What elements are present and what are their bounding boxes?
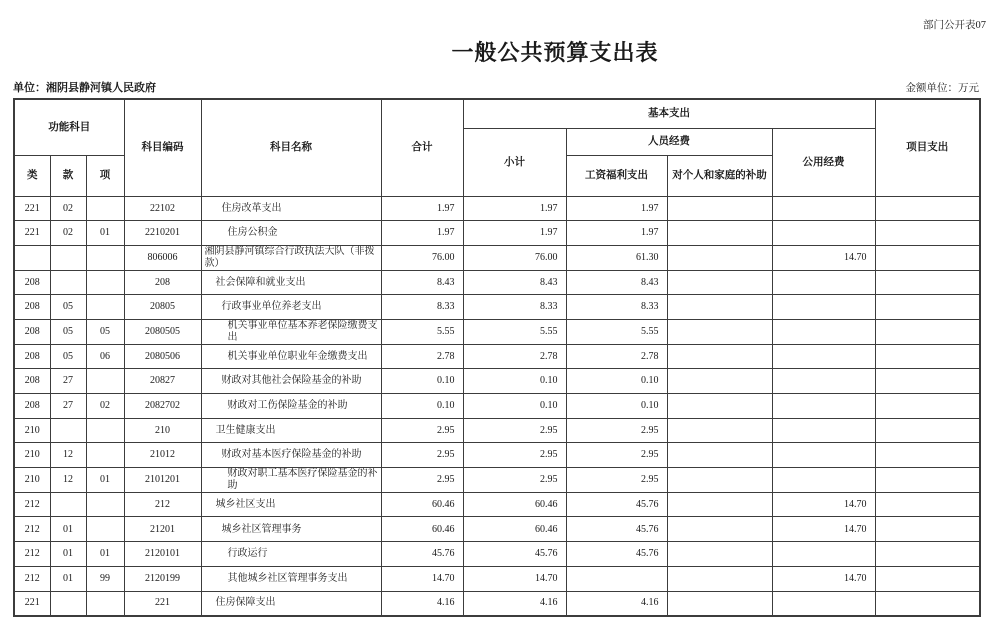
cell-salary-welfare: 4.16 — [566, 591, 667, 616]
cell-total: 60.46 — [381, 517, 463, 542]
cell-individual-family-subsidy — [667, 270, 772, 295]
cell-project-expenditure — [875, 245, 980, 270]
table-row — [14, 394, 980, 419]
cell-category — [14, 245, 50, 270]
cell-subtotal: 4.16 — [463, 591, 566, 616]
cell-public-funds — [772, 468, 875, 493]
cell-salary-welfare: 0.10 — [566, 369, 667, 394]
cell-subject-code: 22102 — [124, 196, 201, 221]
cell-project-expenditure — [875, 566, 980, 591]
cell-subject-name: 财政对基本医疗保险基金的补助 — [201, 443, 381, 468]
cell-item: 06 — [86, 344, 124, 369]
cell-category: 210 — [14, 443, 50, 468]
cell-salary-welfare: 2.95 — [566, 468, 667, 493]
cell-project-expenditure — [875, 344, 980, 369]
cell-individual-family-subsidy — [667, 245, 772, 270]
cell-project-expenditure — [875, 542, 980, 567]
cell-public-funds — [772, 344, 875, 369]
table-row — [14, 443, 980, 468]
cell-public-funds — [772, 418, 875, 443]
cell-salary-welfare — [566, 566, 667, 591]
cell-subject-name: 其他城乡社区管理事务支出 — [201, 566, 381, 591]
cell-salary-welfare: 5.55 — [566, 319, 667, 344]
cell-subtotal: 2.95 — [463, 468, 566, 493]
cell-individual-family-subsidy — [667, 468, 772, 493]
cell-subtotal: 2.95 — [463, 418, 566, 443]
cell-category: 208 — [14, 270, 50, 295]
cell-individual-family-subsidy — [667, 542, 772, 567]
header-category: 类 — [14, 155, 50, 196]
cell-salary-welfare: 1.97 — [566, 221, 667, 246]
cell-item — [86, 591, 124, 616]
cell-section: 27 — [50, 394, 86, 419]
cell-salary-welfare: 45.76 — [566, 542, 667, 567]
table-body — [14, 196, 980, 616]
cell-subtotal: 14.70 — [463, 566, 566, 591]
header-subject-name: 科目名称 — [201, 99, 381, 196]
cell-category: 208 — [14, 394, 50, 419]
cell-category: 221 — [14, 591, 50, 616]
cell-total: 8.33 — [381, 295, 463, 320]
cell-project-expenditure — [875, 468, 980, 493]
cell-subtotal: 60.46 — [463, 517, 566, 542]
cell-category: 208 — [14, 344, 50, 369]
cell-project-expenditure — [875, 221, 980, 246]
header-project-expenditure: 项目支出 — [875, 99, 980, 196]
cell-item: 05 — [86, 319, 124, 344]
cell-total: 2.95 — [381, 418, 463, 443]
cell-individual-family-subsidy — [667, 492, 772, 517]
cell-item: 01 — [86, 221, 124, 246]
cell-subtotal: 0.10 — [463, 369, 566, 394]
cell-public-funds: 14.70 — [772, 566, 875, 591]
cell-total: 0.10 — [381, 369, 463, 394]
cell-category: 212 — [14, 566, 50, 591]
cell-total: 45.76 — [381, 542, 463, 567]
header-subtotal: 小计 — [463, 128, 566, 196]
cell-project-expenditure — [875, 270, 980, 295]
cell-subtotal: 8.33 — [463, 295, 566, 320]
cell-subtotal: 8.43 — [463, 270, 566, 295]
cell-item: 01 — [86, 542, 124, 567]
table-row — [14, 270, 980, 295]
cell-category: 210 — [14, 468, 50, 493]
cell-section: 05 — [50, 344, 86, 369]
cell-total: 4.16 — [381, 591, 463, 616]
cell-section: 12 — [50, 468, 86, 493]
cell-subject-code: 2082702 — [124, 394, 201, 419]
cell-salary-welfare: 8.43 — [566, 270, 667, 295]
cell-subject-code: 21201 — [124, 517, 201, 542]
cell-subject-name: 行政事业单位养老支出 — [201, 295, 381, 320]
cell-subject-name: 住房保障支出 — [201, 591, 381, 616]
cell-individual-family-subsidy — [667, 221, 772, 246]
cell-individual-family-subsidy — [667, 566, 772, 591]
cell-total: 76.00 — [381, 245, 463, 270]
table-row — [14, 221, 980, 246]
table-row — [14, 517, 980, 542]
cell-subtotal: 0.10 — [463, 394, 566, 419]
cell-individual-family-subsidy — [667, 418, 772, 443]
cell-section — [50, 492, 86, 517]
cell-public-funds — [772, 443, 875, 468]
cell-total: 8.43 — [381, 270, 463, 295]
cell-section — [50, 591, 86, 616]
cell-subtotal: 45.76 — [463, 542, 566, 567]
table-row — [14, 245, 980, 270]
table-row — [14, 369, 980, 394]
header-individual-family-subsidy: 对个人和家庭的补助 — [667, 155, 772, 196]
cell-category: 212 — [14, 517, 50, 542]
table-row — [14, 344, 980, 369]
cell-section: 01 — [50, 517, 86, 542]
cell-section: 05 — [50, 295, 86, 320]
budget-table — [13, 98, 981, 617]
cell-individual-family-subsidy — [667, 295, 772, 320]
table-row — [14, 319, 980, 344]
cell-public-funds — [772, 221, 875, 246]
header-public-funds: 公用经费 — [772, 128, 875, 196]
meta-row — [13, 79, 979, 95]
header-section: 款 — [50, 155, 86, 196]
cell-subject-name: 湘阴县静河镇综合行政执法大队（非拨款） — [201, 245, 381, 270]
cell-salary-welfare: 8.33 — [566, 295, 667, 320]
table-row — [14, 492, 980, 517]
cell-project-expenditure — [875, 394, 980, 419]
cell-category: 212 — [14, 542, 50, 567]
cell-total: 5.55 — [381, 319, 463, 344]
cell-item — [86, 369, 124, 394]
cell-subtotal: 2.78 — [463, 344, 566, 369]
cell-project-expenditure — [875, 418, 980, 443]
cell-subject-code: 2120199 — [124, 566, 201, 591]
cell-salary-welfare: 2.95 — [566, 418, 667, 443]
cell-subject-code: 2120101 — [124, 542, 201, 567]
cell-subject-name: 机关事业单位职业年金缴费支出 — [201, 344, 381, 369]
cell-section — [50, 418, 86, 443]
cell-subject-code: 21012 — [124, 443, 201, 468]
cell-section: 27 — [50, 369, 86, 394]
table-row — [14, 542, 980, 567]
cell-project-expenditure — [875, 492, 980, 517]
cell-project-expenditure — [875, 443, 980, 468]
cell-public-funds — [772, 591, 875, 616]
cell-individual-family-subsidy — [667, 319, 772, 344]
cell-item: 99 — [86, 566, 124, 591]
cell-total: 60.46 — [381, 492, 463, 517]
cell-subtotal: 76.00 — [463, 245, 566, 270]
cell-subject-name: 财政对职工基本医疗保险基金的补助 — [201, 468, 381, 493]
cell-subject-name: 住房公积金 — [201, 221, 381, 246]
cell-total: 14.70 — [381, 566, 463, 591]
cell-subtotal: 2.95 — [463, 443, 566, 468]
amount-unit-label: 金额单位：万元 — [905, 83, 979, 94]
cell-subject-name: 财政对其他社会保险基金的补助 — [201, 369, 381, 394]
cell-item: 01 — [86, 468, 124, 493]
cell-project-expenditure — [875, 319, 980, 344]
cell-project-expenditure — [875, 295, 980, 320]
cell-project-expenditure — [875, 517, 980, 542]
table-row — [14, 468, 980, 493]
cell-category: 221 — [14, 221, 50, 246]
cell-item — [86, 492, 124, 517]
cell-subject-code: 208 — [124, 270, 201, 295]
cell-subject-code: 20827 — [124, 369, 201, 394]
cell-individual-family-subsidy — [667, 344, 772, 369]
cell-subject-code: 221 — [124, 591, 201, 616]
cell-section: 01 — [50, 542, 86, 567]
cell-subject-code: 212 — [124, 492, 201, 517]
cell-public-funds: 14.70 — [772, 492, 875, 517]
cell-salary-welfare: 0.10 — [566, 394, 667, 419]
cell-category: 210 — [14, 418, 50, 443]
header-item: 项 — [86, 155, 124, 196]
cell-subject-code: 20805 — [124, 295, 201, 320]
cell-total: 2.95 — [381, 468, 463, 493]
table-row — [14, 295, 980, 320]
cell-subject-name: 社会保障和就业支出 — [201, 270, 381, 295]
header-salary-welfare: 工资福利支出 — [566, 155, 667, 196]
cell-section: 02 — [50, 221, 86, 246]
cell-item — [86, 245, 124, 270]
cell-salary-welfare: 2.78 — [566, 344, 667, 369]
cell-subject-code: 2210201 — [124, 221, 201, 246]
cell-public-funds — [772, 369, 875, 394]
table-header — [14, 99, 980, 196]
cell-item — [86, 443, 124, 468]
cell-subject-code: 2101201 — [124, 468, 201, 493]
cell-subject-name: 财政对工伤保险基金的补助 — [201, 394, 381, 419]
cell-project-expenditure — [875, 591, 980, 616]
cell-subject-name: 行政运行 — [201, 542, 381, 567]
cell-individual-family-subsidy — [667, 196, 772, 221]
cell-category: 212 — [14, 492, 50, 517]
header-basic-expenditure: 基本支出 — [463, 99, 875, 128]
header-personnel-funds: 人员经费 — [566, 128, 772, 155]
header-subject-code: 科目编码 — [124, 99, 201, 196]
cell-subject-name: 住房改革支出 — [201, 196, 381, 221]
unit-label: 单位：湘阴县静河镇人民政府 — [13, 82, 156, 94]
cell-public-funds — [772, 394, 875, 419]
cell-salary-welfare: 45.76 — [566, 517, 667, 542]
cell-section: 01 — [50, 566, 86, 591]
cell-item — [86, 517, 124, 542]
table-row — [14, 591, 980, 616]
cell-individual-family-subsidy — [667, 443, 772, 468]
page-title: 一般公共预算支出表 — [451, 40, 659, 65]
cell-item — [86, 295, 124, 320]
cell-subject-name: 机关事业单位基本养老保险缴费支出 — [201, 319, 381, 344]
cell-individual-family-subsidy — [667, 517, 772, 542]
cell-public-funds — [772, 196, 875, 221]
cell-item — [86, 196, 124, 221]
cell-category: 208 — [14, 295, 50, 320]
cell-total: 1.97 — [381, 221, 463, 246]
table-row — [14, 418, 980, 443]
cell-category: 221 — [14, 196, 50, 221]
cell-total: 0.10 — [381, 394, 463, 419]
cell-section: 02 — [50, 196, 86, 221]
cell-section — [50, 270, 86, 295]
table-row — [14, 196, 980, 221]
cell-individual-family-subsidy — [667, 394, 772, 419]
cell-individual-family-subsidy — [667, 369, 772, 394]
cell-project-expenditure — [875, 196, 980, 221]
cell-item: 02 — [86, 394, 124, 419]
cell-subject-code: 210 — [124, 418, 201, 443]
cell-salary-welfare: 1.97 — [566, 196, 667, 221]
header-total: 合计 — [381, 99, 463, 196]
table-row — [14, 566, 980, 591]
cell-total: 2.78 — [381, 344, 463, 369]
cell-subject-name: 城乡社区管理事务 — [201, 517, 381, 542]
cell-salary-welfare: 61.30 — [566, 245, 667, 270]
corner-note: 部门公开表07 — [923, 20, 986, 31]
cell-public-funds — [772, 542, 875, 567]
cell-subtotal: 1.97 — [463, 221, 566, 246]
cell-item — [86, 418, 124, 443]
header-functional-subject: 功能科目 — [14, 99, 124, 155]
cell-individual-family-subsidy — [667, 591, 772, 616]
cell-category: 208 — [14, 319, 50, 344]
cell-subject-code: 806006 — [124, 245, 201, 270]
cell-subtotal: 5.55 — [463, 319, 566, 344]
cell-subtotal: 1.97 — [463, 196, 566, 221]
cell-total: 1.97 — [381, 196, 463, 221]
cell-section: 05 — [50, 319, 86, 344]
cell-section: 12 — [50, 443, 86, 468]
cell-total: 2.95 — [381, 443, 463, 468]
cell-subject-name: 城乡社区支出 — [201, 492, 381, 517]
cell-item — [86, 270, 124, 295]
cell-section — [50, 245, 86, 270]
cell-public-funds — [772, 270, 875, 295]
cell-project-expenditure — [875, 369, 980, 394]
cell-subject-code: 2080506 — [124, 344, 201, 369]
cell-public-funds: 14.70 — [772, 245, 875, 270]
cell-salary-welfare: 45.76 — [566, 492, 667, 517]
cell-subject-name: 卫生健康支出 — [201, 418, 381, 443]
cell-public-funds — [772, 295, 875, 320]
cell-subtotal: 60.46 — [463, 492, 566, 517]
cell-public-funds: 14.70 — [772, 517, 875, 542]
cell-public-funds — [772, 319, 875, 344]
cell-category: 208 — [14, 369, 50, 394]
cell-salary-welfare: 2.95 — [566, 443, 667, 468]
cell-subject-code: 2080505 — [124, 319, 201, 344]
